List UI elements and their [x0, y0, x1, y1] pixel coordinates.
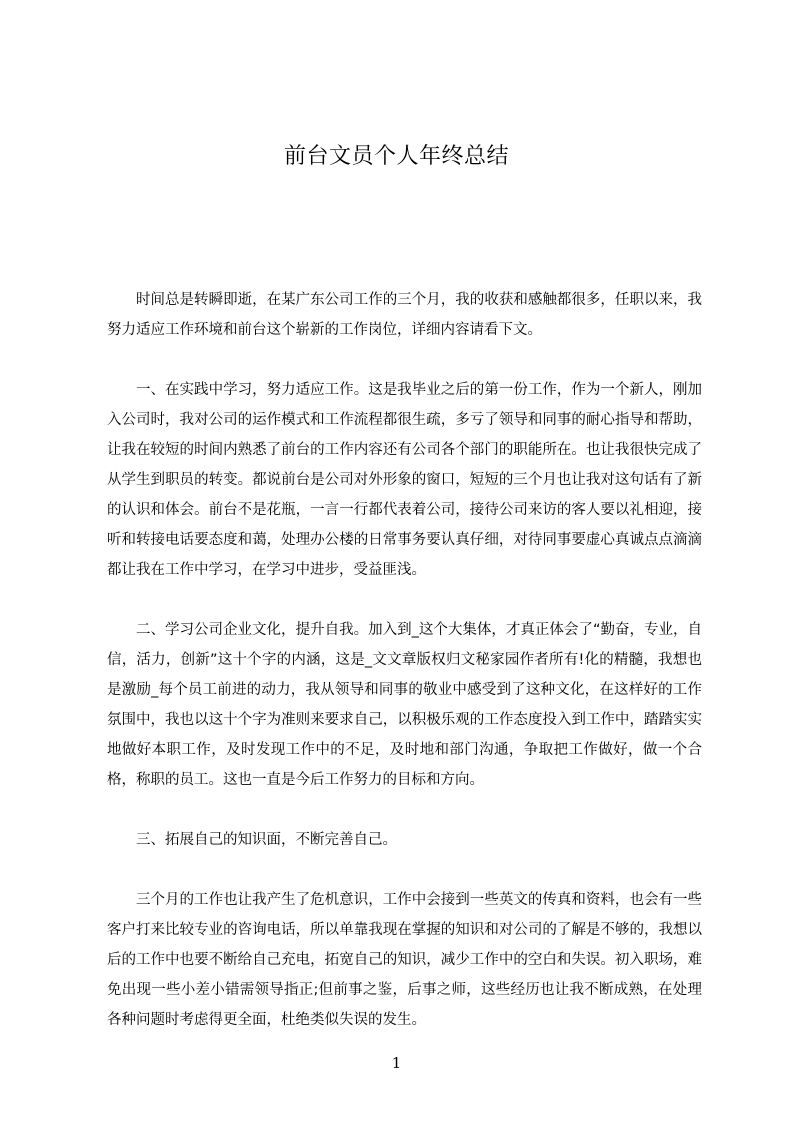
paragraph-spacer: [107, 795, 702, 825]
page-number: 1: [391, 1054, 402, 1072]
document-body: [107, 285, 702, 1035]
paragraph-spacer: [107, 855, 702, 885]
paragraph-section-two: 二、学习公司企业文化，提升自我。加入到_这个大集体，才真正体会了“勤奋，专业，自信，活力，创新”这十个字的内涵，这是_文文章版权归文秘家园作者所有!化的精髓，我想也是激励_每个员工前进的动力，我从领导和同事的敬业中感受到了这种文化，在这样好的工作氛围中，我也以这十个字为准则来要求自己，以积极乐观的工作态度投入到工作中，踏踏实实地做好本职工作，及时发现工作中的不足，及时地和部门沟通，争取把工作做好，做一个合格，称职的员工。这也一直是今后工作努力的目标和方向。: [107, 622, 702, 788]
paragraph-spacer: [107, 585, 702, 615]
document-title: 前台文员个人年终总结: [283, 144, 509, 169]
paragraph-section-three-body: 三个月的工作也让我产生了危机意识，工作中会接到一些英文的传真和资料，也会有一些客户打来比较专业的咨询电话，所以单靠我现在掌握的知识和对公司的了解是不够的，我想以后的工作中也要不断给自己充电，拓宽自己的知识，减少工作中的空白和失误。初入职场，难免出现一些小差小错需领导指正;但前事之鉴，后事之师，这些经历也让我不断成熟，在处理各种问题时考虑得更全面，杜绝类似失误的发生。: [107, 892, 702, 1028]
paragraph-section-three-heading: 三、拓展自己的知识面，不断完善自己。: [136, 832, 397, 848]
paragraph-intro: 时间总是转瞬即逝，在某广东公司工作的三个月，我的收获和感触都很多，任职以来，我努力适应工作环境和前台这个崭新的工作岗位，详细内容请看下文。: [107, 292, 702, 338]
paragraph-spacer: [107, 345, 702, 375]
paragraph-section-one: 一、在实践中学习，努力适应工作。这是我毕业之后的第一份工作，作为一个新人，刚加入公司时，我对公司的运作模式和工作流程都很生疏，多亏了领导和同事的耐心指导和帮助，让我在较短的时间内熟悉了前台的工作内容还有公司各个部门的职能所在。也让我很快完成了从学生到职员的转变。都说前台是公司对外形象的窗口，短短的三个月也让我对这句话有了新的认识和体会。前台不是花瓶，一言一行都代表着公司，接待公司来访的客人要以礼相迎，接听和转接电话要态度和蔼，处理办公楼的日常事务要认真仔细，对待同事要虚心真诚点点滴滴都让我在工作中学习，在学习中进步，受益匪浅。: [107, 382, 702, 578]
